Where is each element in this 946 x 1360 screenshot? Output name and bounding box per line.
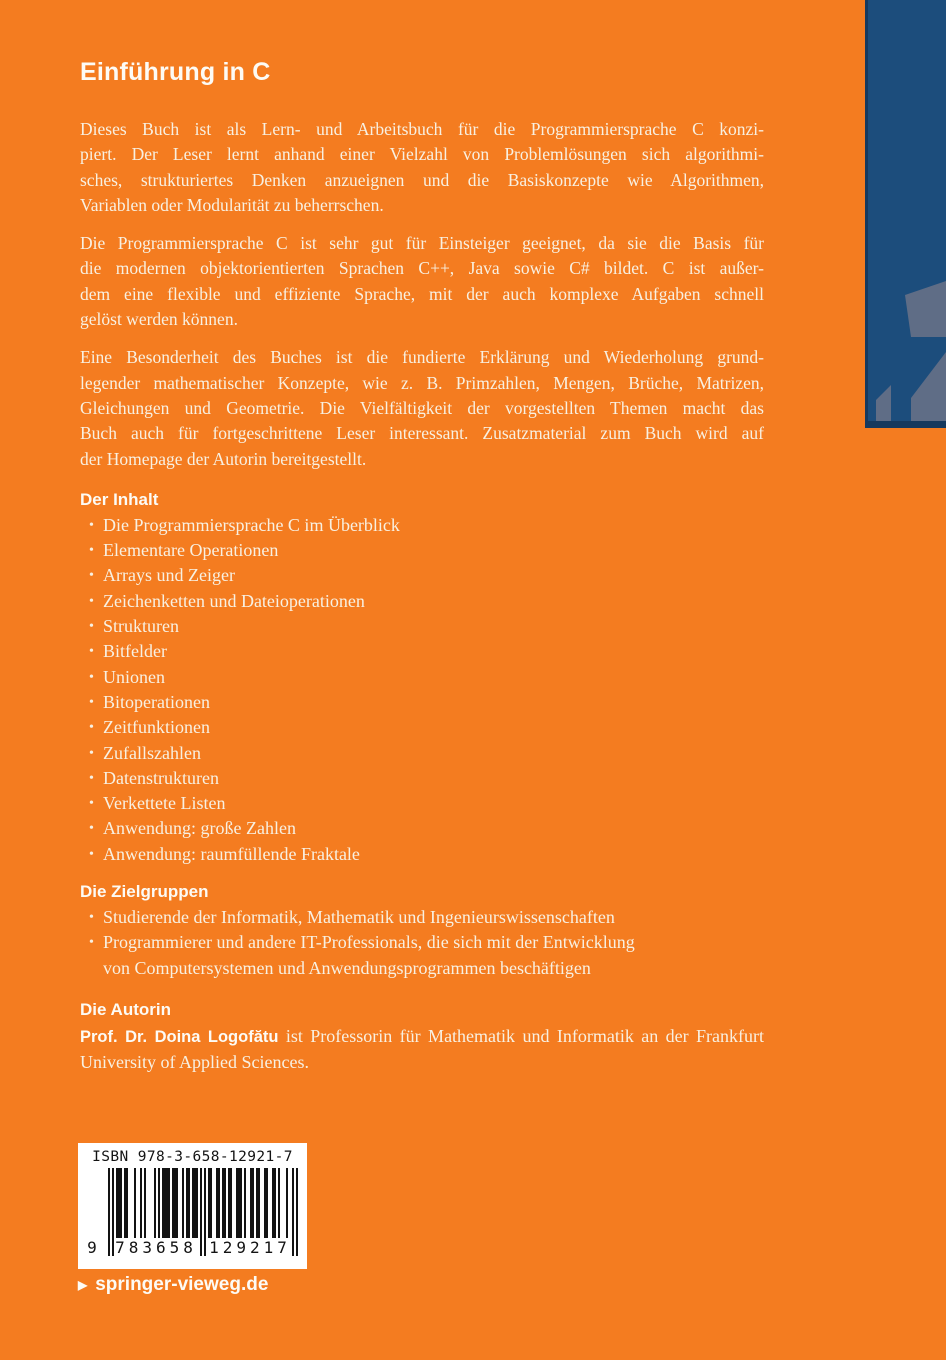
paragraph-line: Dieses Buch ist als Lern- und Arbeitsbuch für die Programmiersprache C konzi- xyxy=(80,119,764,139)
list-item-text: Arrays und Zeiger xyxy=(103,565,235,586)
paragraph-line: dem eine flexible und effiziente Sprache, mit der auch komplexe Aufgaben schnell xyxy=(80,283,764,304)
list-item xyxy=(80,513,764,538)
list-item-text: Strukturen xyxy=(103,616,179,637)
list-item xyxy=(80,816,764,841)
isbn-barcode-block xyxy=(78,1143,307,1269)
list-item-text: Elementare Operationen xyxy=(103,540,279,561)
zielgruppen-list xyxy=(80,905,764,981)
list-item xyxy=(80,589,764,614)
ean13-barcode xyxy=(87,1168,298,1257)
author-bio xyxy=(80,1024,764,1076)
bullet-icon: • xyxy=(89,694,94,710)
bullet-icon: • xyxy=(89,796,94,812)
list-item-text: Datenstrukturen xyxy=(103,767,219,788)
list-item xyxy=(80,665,764,690)
list-item xyxy=(80,766,764,791)
paragraph-line: piert. Der Leser lernt anhand einer Vielzahl von Problemlösungen sich algorithmi- xyxy=(80,144,764,165)
list-item xyxy=(80,930,764,981)
author-name: Prof. Dr. Doina Logofătu xyxy=(80,1027,279,1046)
paragraph-line: die modernen objektorientierten Sprachen C++, Java sowie C# bildet. C ist außer- xyxy=(80,258,764,279)
list-item xyxy=(80,639,764,664)
paragraphs xyxy=(80,117,764,472)
bullet-icon: • xyxy=(89,644,94,660)
paragraph xyxy=(80,117,764,218)
play-arrow-icon: ▶ xyxy=(78,1277,88,1292)
list-item xyxy=(80,563,764,588)
bullet-icon: • xyxy=(89,568,94,584)
spine-decoration xyxy=(865,0,946,428)
bullet-icon: • xyxy=(89,669,94,685)
bullet-icon: • xyxy=(89,619,94,635)
paragraph-line: Eine Besonderheit des Buches ist die fundierte Erklärung und Wiederholung grund- xyxy=(80,347,764,368)
list-item xyxy=(80,842,764,867)
list-item-text: Zufallszahlen xyxy=(103,742,201,763)
back-cover-text xyxy=(80,0,764,1076)
bullet-icon: • xyxy=(89,821,94,837)
paragraph xyxy=(80,345,764,471)
section-heading-zielgruppen: Die Zielgruppen xyxy=(80,882,209,902)
list-item-text: Programmierer und andere IT-Professionals, die sich mit der Entwicklung von Computersystemen und Anwendungsprogrammen beschäftigen xyxy=(103,932,635,978)
publisher-link xyxy=(78,1274,268,1296)
list-item xyxy=(80,741,764,766)
inhalt-list xyxy=(80,513,764,867)
list-item xyxy=(80,905,764,930)
bullet-icon: • xyxy=(89,770,94,786)
list-item-text: Anwendung: raumfüllende Fraktale xyxy=(103,843,360,864)
list-item-text: Bitoperationen xyxy=(103,691,210,712)
list-item-text: Verkettete Listen xyxy=(103,793,226,814)
barcode-digits-group1: 783658 xyxy=(115,1238,197,1257)
bullet-icon: • xyxy=(89,517,94,533)
barcode-digit-left: 9 xyxy=(87,1238,97,1257)
barcode-bar xyxy=(296,1168,298,1256)
bullet-icon: • xyxy=(89,543,94,559)
list-item xyxy=(80,791,764,816)
paragraph-line: Buch auch für fortgeschrittene Leser interessant. Zusatzmaterial zum Buch wird auf xyxy=(80,423,764,444)
list-item-text: Die Programmiersprache C im Überblick xyxy=(103,514,400,535)
paragraph xyxy=(80,231,764,332)
paragraph-line: Gleichungen und Geometrie. Die Vielfältigkeit der vorgestellten Themen macht das xyxy=(80,397,764,418)
section-heading-autorin: Die Autorin xyxy=(80,999,171,1019)
spine-decoration-graphic xyxy=(865,0,946,428)
paragraph-line: sches, strukturiertes Denken anzueignen und die Basiskonzepte wie Algorithmen, xyxy=(80,169,764,190)
list-item-text: Zeitfunktionen xyxy=(103,717,210,738)
book-title: Einführung in C xyxy=(80,58,271,86)
list-item-text: Zeichenketten und Dateioperationen xyxy=(103,590,365,611)
list-item-text: Unionen xyxy=(103,666,165,687)
isbn-number: ISBN 978-3-658-12921-7 xyxy=(92,1149,293,1165)
list-item-text: Anwendung: große Zahlen xyxy=(103,818,296,839)
list-item xyxy=(80,690,764,715)
list-item xyxy=(80,715,764,740)
bullet-icon: • xyxy=(89,910,94,926)
paragraph-line: Die Programmiersprache C ist sehr gut für Einsteiger geeignet, da sie die Basis für xyxy=(80,233,764,254)
list-item xyxy=(80,538,764,563)
paragraph-line: der Homepage der Autorin bereitgestellt. xyxy=(80,448,367,469)
list-item-text: Bitfelder xyxy=(103,641,167,662)
barcode-digits-group2: 129217 xyxy=(209,1238,291,1257)
list-item xyxy=(80,614,764,639)
bullet-icon: • xyxy=(89,720,94,736)
paragraph-line: legender mathematischer Konzepte, wie z. B. Primzahlen, Mengen, Brüche, Matrizen, xyxy=(80,372,764,393)
paragraph-line: Variablen oder Modularität zu beherrschen. xyxy=(80,194,384,215)
bullet-icon: • xyxy=(89,935,94,951)
bullet-icon: • xyxy=(89,593,94,609)
section-heading-inhalt: Der Inhalt xyxy=(80,489,159,509)
paragraph-line: gelöst werden können. xyxy=(80,309,238,330)
list-item-text: Studierende der Informatik, Mathematik und Ingenieurswissenschaften xyxy=(103,907,615,928)
bullet-icon: • xyxy=(89,846,94,862)
publisher-url: springer-vieweg.de xyxy=(95,1274,269,1295)
bullet-icon: • xyxy=(89,745,94,761)
author-bio-text: ist Professorin für Mathematik und Informatik an der Frankfurt University of Applied Sciences. xyxy=(80,1025,764,1073)
